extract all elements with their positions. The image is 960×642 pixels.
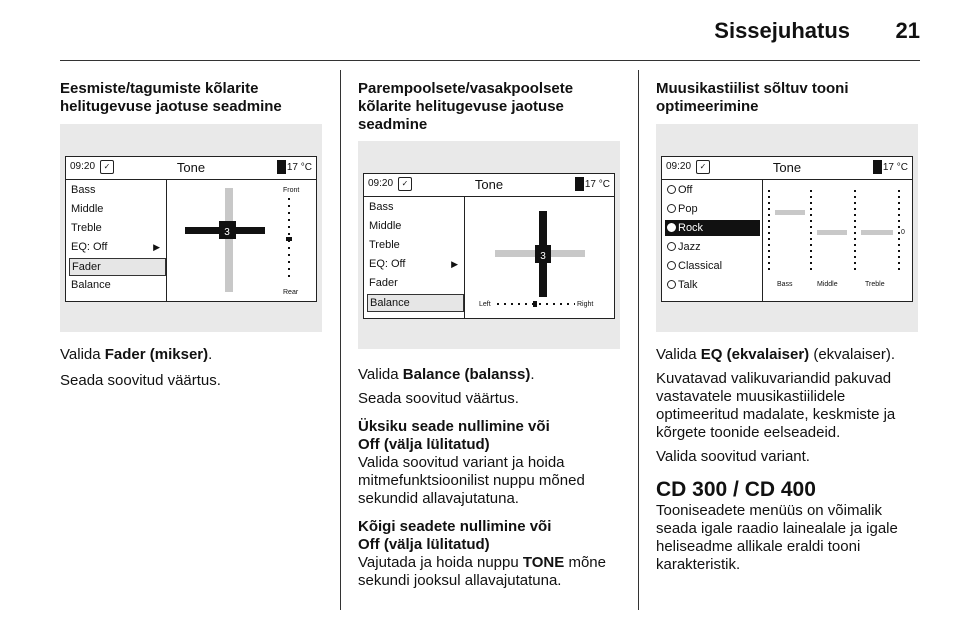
subsection-heading: Off (välja lülitatud)	[358, 436, 490, 453]
menu-item-bass[interactable]: Bass	[71, 184, 96, 196]
rear-label: Rear	[283, 289, 299, 296]
eq-level-middle	[817, 230, 847, 235]
radio-button-icon	[667, 185, 676, 194]
temperature-display: 17 °C	[882, 162, 908, 173]
eq-option-classical[interactable]	[665, 258, 760, 274]
option-label: Jazz	[678, 241, 701, 253]
menu-item-fader[interactable]: Fader	[369, 277, 398, 289]
eq-level-bass	[775, 210, 805, 215]
left-label: Left	[479, 301, 491, 308]
menu-item-treble[interactable]: Treble	[71, 222, 102, 234]
time-display: 09:20	[70, 161, 96, 172]
temperature-display: 17 °C	[286, 162, 312, 173]
section-heading-cd: CD 300 / CD 400	[656, 478, 816, 501]
thermometer-icon	[575, 177, 584, 191]
subsection-heading: Off (välja lülitatud)	[358, 536, 490, 553]
option-label: Rock	[678, 222, 704, 234]
band-label-treble: Treble	[865, 281, 885, 288]
page-number: 21	[895, 18, 920, 43]
screenshot-fader-panel	[60, 124, 322, 332]
tone-screen	[363, 173, 615, 319]
menu-reference: Balance (balanss)	[402, 366, 531, 383]
column-fader	[60, 80, 322, 116]
eq-menu	[662, 180, 763, 301]
text-run: Valida	[656, 346, 701, 363]
menu-item-fader[interactable]: Fader	[69, 258, 166, 276]
instruction-text: Kuvatavad valikuvariandid pakuvad vastavatele muusikastiilidele optimeeritud madalate, keskmiste ja kõrgete toonide eelseadeid.	[656, 370, 896, 441]
subsection-heading: Üksiku seade nullimine või	[358, 418, 550, 435]
tone-menu	[66, 180, 167, 301]
instruction-text: Seada soovitud väärtus.	[60, 372, 221, 389]
radio-button-icon	[667, 280, 676, 289]
text-run: .	[208, 346, 213, 363]
menu-reference: EQ (ekvalaiser)	[700, 346, 810, 363]
instruction-text: Seada soovitud väärtus.	[358, 390, 519, 407]
menu-item-middle[interactable]: Middle	[71, 203, 104, 215]
tone-screen	[661, 156, 913, 302]
screen-title: Tone	[772, 160, 802, 175]
menu-item-bass[interactable]: Bass	[369, 201, 394, 213]
section-heading: Muusikastiilist sõltuv tooni optimeerimine	[656, 80, 849, 115]
chevron-right-icon: ▶	[153, 242, 160, 252]
menu-item-balance[interactable]: Balance	[367, 294, 464, 312]
radio-button-icon	[667, 261, 676, 270]
menu-item-balance[interactable]: Balance	[71, 279, 111, 291]
screenshot-eq-panel	[656, 124, 918, 332]
column-eq	[656, 80, 918, 116]
clock-icon: ✓	[398, 177, 412, 191]
balance-value: 3	[540, 251, 546, 262]
tone-menu	[364, 197, 465, 318]
column-divider	[340, 70, 341, 610]
fader-instructions	[60, 346, 322, 390]
option-label: Classical	[678, 260, 723, 272]
instruction-text: Valida soovitud variant ja hoida mitmefunktsioonilist nuppu mõned sekundid allavajutatuna.	[358, 454, 585, 507]
eq-instructions	[656, 346, 924, 574]
instruction-text	[60, 346, 322, 364]
instruction-text	[656, 346, 924, 364]
menu-reference: Fader (mikser)	[104, 346, 209, 363]
screen-title: Tone	[176, 160, 206, 175]
menu-item-label: EQ: Off	[71, 241, 108, 253]
radio-button-icon	[667, 204, 676, 213]
clock-icon: ✓	[100, 160, 114, 174]
time-display: 09:20	[368, 178, 394, 189]
clock-icon: ✓	[696, 160, 710, 174]
fader-graphic	[167, 180, 315, 300]
text-run: Vajutada ja hoida nuppu	[358, 554, 523, 571]
instruction-text: Tooniseadete menüüs on võimalik seada igale raadio lainealale ja igale heliseadme allikale eraldi tooni karakteristik.	[656, 502, 898, 573]
front-label: Front	[283, 187, 300, 194]
text-run: Valida	[358, 366, 403, 383]
text-run: mõne sekundi jooksul allavajutatuna.	[358, 554, 606, 589]
time-display: 09:20	[666, 161, 692, 172]
balance-graphic	[465, 197, 613, 317]
option-label: Off	[678, 184, 693, 196]
thermometer-icon	[873, 160, 882, 174]
thermometer-icon	[277, 160, 286, 174]
subsection-heading: Kõigi seadete nullimine või	[358, 518, 552, 535]
text-run: .	[530, 366, 535, 383]
option-label: Pop	[678, 203, 698, 215]
header-rule	[60, 60, 920, 61]
eq-level-treble	[861, 230, 893, 235]
page-header-title: Sissejuhatus	[714, 18, 850, 43]
radio-button-icon	[667, 242, 676, 251]
fader-axis-bar	[225, 188, 233, 292]
status-bar	[662, 157, 912, 180]
radio-selected-icon	[667, 223, 676, 232]
eq-option-off[interactable]	[665, 182, 760, 198]
temperature-display: 17 °C	[584, 179, 610, 190]
tone-screen	[65, 156, 317, 302]
eq-option-pop[interactable]	[665, 201, 760, 217]
menu-item-eq[interactable]	[69, 239, 164, 255]
fader-value: 3	[224, 227, 230, 238]
text-run: Valida	[60, 346, 105, 363]
screenshot-balance-panel	[358, 141, 620, 349]
eq-option-jazz[interactable]	[665, 239, 760, 255]
balance-instructions	[358, 366, 628, 590]
menu-item-middle[interactable]: Middle	[369, 220, 402, 232]
section-heading: Eesmiste/tagumiste kõlarite helitugevuse jaotuse seadmine	[60, 80, 282, 115]
eq-option-rock[interactable]	[665, 220, 760, 236]
text-run: (ekvalaiser).	[809, 346, 896, 363]
band-label-middle: Middle	[817, 281, 838, 288]
menu-item-eq[interactable]	[367, 256, 462, 272]
status-bar	[66, 157, 316, 180]
chevron-right-icon: ▶	[451, 259, 458, 269]
instruction-text	[358, 366, 628, 384]
balance-position-marker	[533, 301, 537, 307]
eq-graphic	[763, 180, 911, 300]
zero-label: 0	[901, 229, 905, 236]
button-reference: TONE	[522, 554, 565, 571]
instruction-text	[358, 554, 628, 590]
fader-position-marker	[286, 237, 292, 241]
section-heading: Parempoolsete/vasakpoolsete kõlarite helitugevuse jaotuse seadmine	[358, 80, 574, 133]
screen-title: Tone	[474, 177, 504, 192]
option-label: Talk	[678, 279, 698, 291]
eq-option-talk[interactable]	[665, 277, 760, 293]
instruction-text: Valida soovitud variant.	[656, 448, 810, 465]
menu-item-label: EQ: Off	[369, 258, 406, 270]
status-bar	[364, 174, 614, 197]
band-label-bass: Bass	[777, 281, 793, 288]
column-divider	[638, 70, 639, 610]
right-label: Right	[577, 301, 594, 308]
column-balance	[358, 80, 620, 134]
menu-item-treble[interactable]: Treble	[369, 239, 400, 251]
